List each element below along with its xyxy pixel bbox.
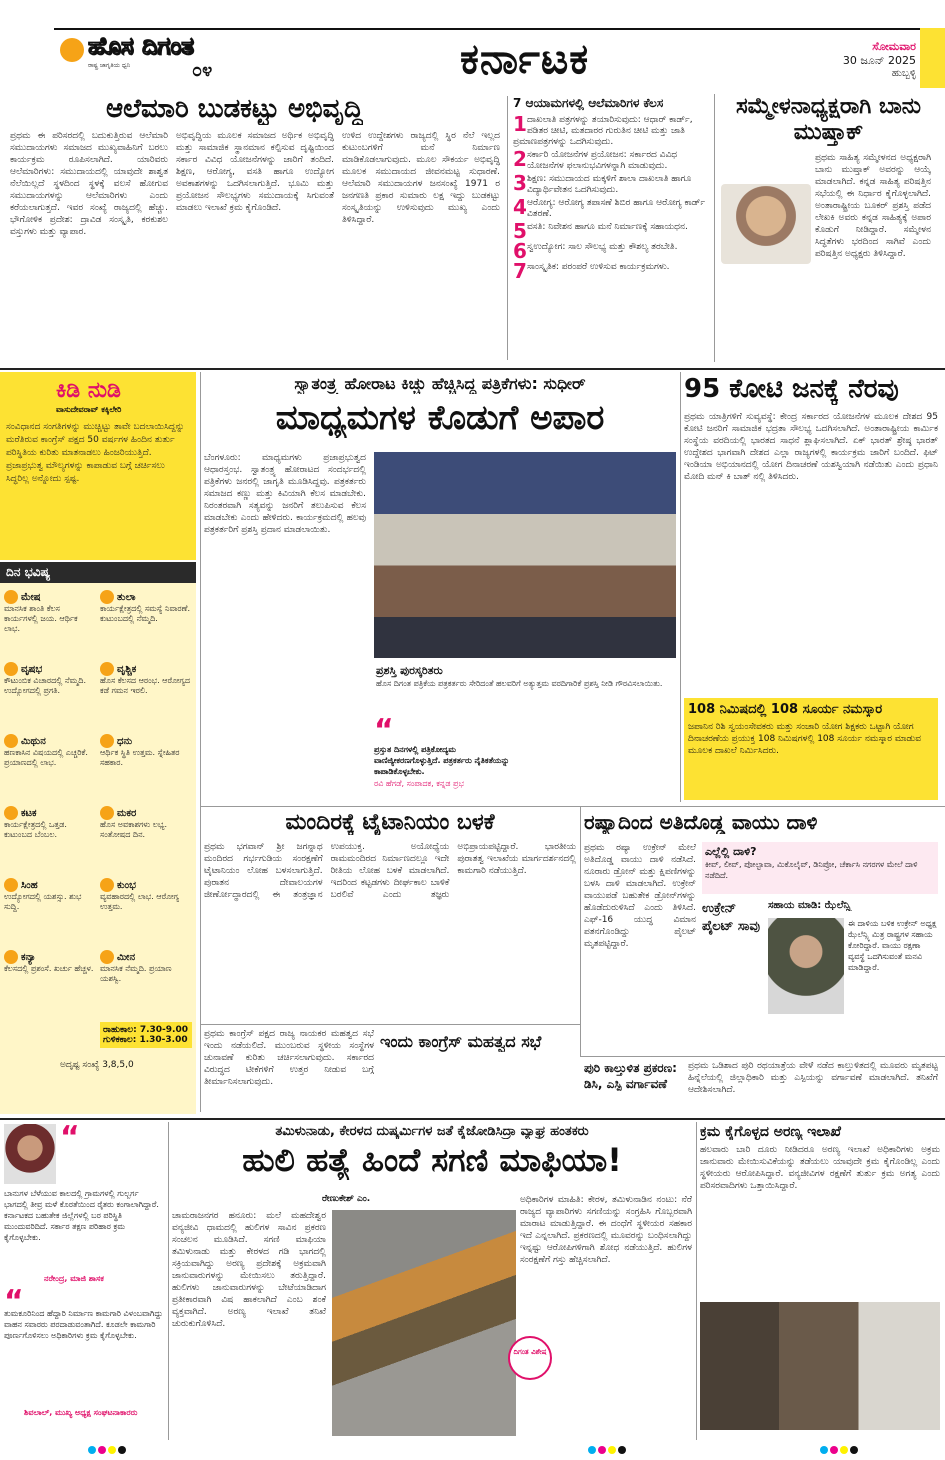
lead-col2: ಅಭಿವೃದ್ಧಿಯ ಮೂಲಕ ಸಮಾಜದ ಅರ್ಥಿಕ ಅಭಿವೃದ್ಧಿ ಮತ್ತು ಸಾಮಾಜಿಕ ಸ್ಥಾನಮಾನ ಕಲ್ಪಿಸುವ ದೃಷ್ಟಿಯಿಂದ ಸರ್ಕಾರ ವಿವಿಧ ಯೋಜನೆಗಳನ್ನು ಜಾರಿಗೆ ತಂದಿದೆ. ಶಿಕ್ಷಣ, ಆರೋಗ್ಯ, ವಸತಿ ಹಾಗೂ ಉದ್ಯೋಗ ಅವಕಾಶಗಳನ್ನು ಒದಗಿಸಲಾಗುತ್ತಿದೆ. ಭೂಮಿ ಮತ್ತು ಪ್ರಯೋಜನ ಸೌಲಭ್ಯಗಳು ಸಮುದಾಯಕ್ಕೆ ಸಿಗುವಂತೆ ಮಾಡಲು ಇಲಾಖೆ ಕ್ರಮ ಕೈಗೊಂಡಿದೆ. — [176, 131, 334, 213]
print-mark — [98, 1446, 106, 1454]
forest-headline: ಕ್ರಮ ಕೈಗೊಳ್ಳದ ಅರಣ್ಯ ಇಲಾಖೆ — [700, 1124, 841, 1140]
section-title: ಕರ್ನಾಟಕ — [460, 34, 590, 83]
list-item: 2 ಸರ್ಕಾರಿ ಯೋಜನೆಗಳ ಪ್ರಯೋಜನ: ಸರ್ಕಾರದ ವಿವಿಧ ಯೋಜನೆಗಳ ಫಲಾನುಭವಿಗಳನ್ನಾಗಿ ಮಾಡುವುದು. — [513, 150, 678, 171]
yatra-story — [684, 374, 938, 696]
russia-body: ಪ್ರಥಮ ರಷ್ಯಾ ಉಕ್ರೇನ್ ಮೇಲೆ ಅತಿದೊಡ್ಡ ವಾಯು ದಾಳಿ ನಡೆಸಿದೆ. ನೂರಾರು ಡ್ರೋನ್ ಮತ್ತು ಕ್ಷಿಪಣಿಗಳನ್ನು ಬಳಸಿ ದಾಳಿ ಮಾಡಲಾಗಿದೆ. ಉಕ್ರೇನ್ ವಾಯುಪಡೆ ಬಹುತೇಕ ಡ್ರೋನ್‌ಗಳನ್ನು ಹೊಡೆದುರುಳಿಸಿದೆ ಎಂದು ತಿಳಿಸಿದೆ. ಎಫ್-16 ಯುದ್ಧ ವಿಮಾನ ಪತನಗೊಂಡಿದ್ದು ಪೈಲಟ್ ಮೃತಪಟ್ಟಿದ್ದಾರೆ. — [584, 843, 696, 949]
horoscope-item: ಕನ್ಯಾ ಕೆಲಸದಲ್ಲಿ ಪ್ರಶಂಸೆ. ಖರ್ಚು ಹೆಚ್ಚಳ. — [4, 952, 94, 973]
pilot-callout: ಉಕ್ರೇನ್ ಪೈಲಟ್ ಸಾವು — [702, 901, 760, 934]
horoscope-item: ಮೀನ ಮಾನಸಿಕ ನೆಮ್ಮದಿ. ಪ್ರಯಾಣ ಯಶಸ್ವಿ. — [100, 952, 172, 983]
divider — [168, 1122, 169, 1440]
congress-headline: ಇಂದು ಕಾಂಗ್ರೆಸ್ ಮಹತ್ವದ ಸಭೆ — [380, 1032, 542, 1051]
opinion-2-body: ತುಮಕೂರಿನಿಂದ ಹೆದ್ದಾರಿ ನಿರ್ಮಾಣ ಕಾಮಗಾರಿ ವಿಳಂಬವಾಗಿದ್ದು ವಾಹನ ಸವಾರರು ಪರದಾಡುವಂತಾಗಿದೆ. ಕೂಡಲೇ ಕಾಮಗಾರಿ ಪೂರ್ಣಗೊಳಿಸಲು ಅಧಿಕಾರಿಗಳು ಕ್ರಮ ಕೈಗೊಳ್ಳಬೇಕು. — [4, 1309, 163, 1340]
surya-title: 108 ನಿಮಿಷದಲ್ಲಿ 108 ಸೂರ್ಯ ನಮಸ್ಕಾರ — [688, 702, 883, 717]
sahitya-headline: ಸಮ್ಮೇಳನಾಧ್ಯಕ್ಷರಾಗಿ ಬಾನು ಮುಷ್ತಾಕ್ — [735, 94, 922, 145]
help-title: ಸಹಾಯ ಮಾಡಿ: ಝೆಲೆನ್ಸ್ಕಿ — [768, 900, 852, 911]
date: 30 ಜೂನ್ 2025 — [842, 54, 916, 67]
puri-body: ಪ್ರಥಮ ಒಡಿಶಾದ ಪುರಿ ರಥಯಾತ್ರೆಯ ವೇಳೆ ನಡೆದ ಕಾಲ್ತುಳಿತದಲ್ಲಿ ಮೂವರು ಮೃತಪಟ್ಟ ಹಿನ್ನೆಲೆಯಲ್ಲಿ ಜಿಲ್ಲಾಧಿಕಾರಿ ಮತ್ತು ಎಸ್ಪಿಯನ್ನು ವರ್ಗಾವಣೆ ಮಾಡಲಾಗಿದೆ. ತನಿಖೆಗೆ ಆದೇಶಿಸಲಾಗಿದೆ. — [688, 1061, 938, 1095]
opinion-box-2 — [4, 1284, 164, 1440]
divider — [200, 806, 945, 807]
gemini-icon — [4, 734, 18, 748]
horoscope-item: ತುಲಾ ಕಾರ್ಯಕ್ಷೇತ್ರದಲ್ಲಿ ಸಮಸ್ಯೆ ನಿವಾರಣೆ. ಕುಟುಂಬದಲ್ಲಿ ನೆಮ್ಮದಿ. — [100, 592, 190, 623]
yatra-headline: 95 ಕೋಟಿ ಜನಕ್ಕೆ ನೆರವು — [684, 374, 899, 404]
day: ಸೋಮವಾರ — [872, 40, 916, 53]
virgo-icon — [4, 950, 18, 964]
divider — [200, 372, 201, 1112]
horoscope-item: ಸಿಂಹ ಉದ್ಯೋಗದಲ್ಲಿ ಯಶಸ್ಸು. ಶುಭ ಸುದ್ದಿ. — [4, 880, 82, 911]
media-kicker: ಸ್ವಾತಂತ್ರ್ಯ ಹೋರಾಟ ಕಿಚ್ಚು ಹೆಚ್ಚಿಸಿದ್ದ ಪತ್ರಿಕೆಗಳು: ಸುಧೀರ್ — [294, 374, 586, 393]
list-item: 3 ಶಿಕ್ಷಣ: ಸಮುದಾಯದ ಮಕ್ಕಳಿಗೆ ಶಾಲಾ ದಾಖಲಾತಿ ಹಾಗೂ ವಿದ್ಯಾರ್ಥಿವೇತನ ಒದಗಿಸುವುದು. — [513, 174, 692, 195]
forest-body: ಹಲವಾರು ಬಾರಿ ದೂರು ನೀಡಿದರೂ ಅರಣ್ಯ ಇಲಾಖೆ ಅಧಿಕಾರಿಗಳು ಅಕ್ರಮ ಜಾನುವಾರು ಮೇಯಿಸುವಿಕೆಯನ್ನು ತಡೆಯಲು ಯಾವುದೇ ಕ್ರಮ ಕೈಗೊಂಡಿಲ್ಲ ಎಂದು ಸ್ಥಳೀಯರು ಆರೋಪಿಸಿದ್ದಾರೆ. ವನ್ಯಜೀವಿಗಳ ರಕ್ಷಣೆಗೆ ತುರ್ತು ಕ್ರಮ ಅಗತ್ಯ ಎಂದು ಪರಿಸರವಾದಿಗಳು ಒತ್ತಾಯಿಸಿದ್ದಾರೆ. — [700, 1145, 940, 1191]
media-story — [204, 374, 676, 800]
cancer-icon — [4, 806, 18, 820]
list-item: 1 ದಾಖಲಾತಿ ಪತ್ರಗಳನ್ನು ತಯಾರಿಸುವುದು: ಆಧಾರ್ ಕಾರ್ಡ್, ಪಡಿತರ ಚೀಟಿ, ಮತದಾರರ ಗುರುತಿನ ಚೀಟಿ ಮತ್ತು ಜಾತಿ ಪ್ರಮಾಣಪತ್ರಗಳನ್ನು ಒದಗಿಸುವುದು. — [513, 115, 693, 147]
lead-headline: ಆಲೆಮಾರಿ ಬುಡಕಟ್ಟು ಅಭಿವೃದ್ಧಿ — [106, 94, 363, 124]
puri-headline: ಪುರಿ ಕಾಲ್ತುಳಿತ ಪ್ರಕರಣ: ಡಿಸಿ, ಎಸ್ಪಿ ವರ್ಗಾವಣೆ — [584, 1061, 677, 1091]
divider — [580, 806, 581, 1056]
corner-flag — [920, 28, 945, 88]
award-photo — [374, 452, 676, 658]
print-mark — [608, 1446, 616, 1454]
divider — [580, 1056, 945, 1057]
divider — [680, 372, 681, 802]
russia-headline: ರಷ್ಯಾದಿಂದ ಅತಿದೊಡ್ಡ ವಾಯು ದಾಳಿ — [584, 810, 818, 834]
print-mark — [598, 1446, 606, 1454]
tiger-story — [172, 1124, 692, 1440]
seven-programs-title: 7 ಆಯಾಮಗಳಲ್ಲಿ ಆಲೆಮಾರಿಗಳ ಕೆಲಸ — [513, 96, 664, 110]
logo-box — [52, 30, 242, 82]
kidi-nudi-box — [0, 372, 196, 560]
opinion-1-author: ನರೇಂದ್ರ, ಮಾಜಿ ಶಾಸಕ — [44, 1274, 104, 1283]
aquarius-icon — [100, 878, 114, 892]
logo-tagline: ರಾಷ್ಟ್ರ ಜಾಗೃತಿಯ ಧ್ವನಿ — [88, 62, 131, 69]
logo: ಹೊಸ ದಿಗಂತ — [88, 32, 194, 60]
tiger-body-2: ಅಧಿಕಾರಿಗಳ ಮಾಹಿತಿ: ಕೇರಳ, ತಮಿಳುನಾಡಿನ ನಂಟು: ನೆರೆ ರಾಜ್ಯದ ವ್ಯಾಪಾರಿಗಳು ಸಗಣಿಯನ್ನು ಸಂಗ್ರಹಿಸಿ ಗೊಬ್ಬರವಾಗಿ ಮಾರಾಟ ಮಾಡುತ್ತಿದ್ದಾರೆ. ಈ ದಂಧೆಗೆ ಸ್ಥಳೀಯರ ಸಹಕಾರ ಇದೆ ಎನ್ನಲಾಗಿದೆ. ಪ್ರಕರಣದಲ್ಲಿ ಮೂವರನ್ನು ಬಂಧಿಸಲಾಗಿದ್ದು ಇನ್ನಷ್ಟು ಆರೋಪಿಗಳಿಗಾಗಿ ಶೋಧ ನಡೆಯುತ್ತಿದೆ. ಹುಲಿಗಳ ಸಂರಕ್ಷಣೆಗೆ ಗಸ್ತು ಹೆಚ್ಚಿಸಲಾಗಿದೆ. — [520, 1195, 692, 1265]
opinion-2-author: ಶಿವಲಾಲ್, ಮುಖ್ಯ ಅಧ್ಯಕ್ಷ ಸಂಘಟನಾಕಾರರು — [24, 1408, 138, 1417]
quote-icon: “ — [60, 1120, 80, 1155]
lead-story — [10, 92, 500, 360]
print-mark — [840, 1446, 848, 1454]
list-item: 4 ಆರೋಗ್ಯ: ಆರೋಗ್ಯ ತಪಾಸಣೆ ಶಿಬಿರ ಹಾಗೂ ಆರೋಗ್ಯ ಕಾರ್ಡ್ ವಿತರಣೆ. — [513, 198, 706, 219]
horoscope-item: ಧನು ಆರ್ಥಿಕ ಸ್ಥಿತಿ ಉತ್ತಮ. ಸ್ನೇಹಿತರ ಸಹಕಾರ. — [100, 736, 180, 767]
award-caption: ಹೊಸ ದಿಗಂತ ಪತ್ರಿಕೆಯ ಪತ್ರಕರ್ತರು ಸೇರಿದಂತೆ ಹಲವರಿಗೆ ಅತ್ಯುತ್ತಮ ವರದಿಗಾರಿಕೆ ಪ್ರಶಸ್ತಿ ನೀಡಿ ಗೌರವಿಸಲಾಯಿತು. — [376, 679, 663, 688]
logo-emblem-icon — [60, 38, 84, 62]
kidi-author: ವಾಸುದೇವರಾವ್ ಕಕ್ಕಿಲೇರಿ — [56, 405, 122, 414]
lead-col1: ಪ್ರಥಮ ಈ ಪರಿಸರದಲ್ಲಿ ಬದುಕುತ್ತಿರುವ ಆಲೆಮಾರಿ ಸಮುದಾಯಗಳು ಸಮಾಜದ ಮುಖ್ಯವಾಹಿನಿಗೆ ಬರಲು ಕಾರ್ಯಕ್ರಮ ರೂಪಿಸಲಾಗಿದೆ. ಯಾರಿವರು ಆಲೆಮಾರಿಗಳು: ಸಮುದಾಯದಲ್ಲಿ ಯಾವುದೇ ಶಾಶ್ವತ ನೆಲೆಯಿಲ್ಲದೆ ಸ್ಥಳದಿಂದ ಸ್ಥಳಕ್ಕೆ ವಲಸೆ ಹೋಗುವ ಸಮುದಾಯಗಳನ್ನು ಆಲೆಮಾರಿಗಳು ಎಂದು ಕರೆಯಲಾಗುತ್ತದೆ. ಇವರ ಸಂಖ್ಯೆ ರಾಜ್ಯದಲ್ಲಿ ಹೆಚ್ಚು. ಭೌಗೋಳಿಕ ಪ್ರದೇಶ: ದ್ರಾವಿಡ ಸಂಸ್ಕೃತಿ, ಕರಕುಶಲ ವಸ್ತುಗಳು ಮತ್ತು ವ್ಯಾಪಾರ. — [10, 131, 168, 237]
attack-locations-body: ಕೀವ್, ಲೀವ್, ಪೋಲ್ಟಾವಾ, ಮಿಕೊಲೈವ್, ಡಿನಿಪ್ರೋ, ಚೆರ್ಕಾಸಿ ನಗರಗಳ ಮೇಲೆ ದಾಳಿ ನಡೆದಿದೆ. — [705, 860, 918, 880]
rahukala-box — [100, 1022, 192, 1048]
print-mark — [618, 1446, 626, 1454]
print-mark — [88, 1446, 96, 1454]
quote-author: ರವಿ ಹೆಗಡೆ, ಸಂಪಾದಕ, ಕನ್ನಡ ಪ್ರಭ — [374, 779, 464, 788]
aries-icon — [4, 590, 18, 604]
print-mark — [820, 1446, 828, 1454]
leo-icon — [4, 878, 18, 892]
media-body: ಬೆಂಗಳೂರು: ಮಾಧ್ಯಮಗಳು ಪ್ರಜಾಪ್ರಭುತ್ವದ ಆಧಾರಸ್ತಂಭ. ಸ್ವಾತಂತ್ರ್ಯ ಹೋರಾಟದ ಸಂದರ್ಭದಲ್ಲಿ ಪತ್ರಿಕೆಗಳು ಜನರಲ್ಲಿ ಜಾಗೃತಿ ಮೂಡಿಸಿದ್ದವು. ಪತ್ರಕರ್ತರು ಸಮಾಜದ ಕಣ್ಣು ಮತ್ತು ಕಿವಿಯಾಗಿ ಕೆಲಸ ಮಾಡಬೇಕು. ನಿರಂತರವಾಗಿ ಸತ್ಯವನ್ನು ಜನರಿಗೆ ತಲುಪಿಸುವ ಕೆಲಸ ಮಾಡಬೇಕು ಎಂದು ಹೇಳಿದರು. ಕಾರ್ಯಕ್ರಮದಲ್ಲಿ ಹಲವು ಪತ್ರಕರ್ತರಿಗೆ ಪ್ರಶಸ್ತಿ ಪ್ರದಾನ ಮಾಡಲಾಯಿತು. — [204, 453, 366, 535]
congress-story — [204, 1028, 576, 1112]
temple-headline: ಮಂದಿರಕ್ಕೆ ಟೈಟಾನಿಯಂ ಬಳಕೆ — [285, 810, 495, 835]
zelensky-photo — [768, 918, 844, 1014]
surya-box — [684, 698, 938, 800]
digant-stamp: ದಿಗಂತ ವಿಶೇಷ — [508, 1336, 552, 1380]
temple-story — [204, 810, 576, 1022]
horoscope-item: ಮಿಥುನ ಹಣಕಾಸಿನ ವಿಷಯದಲ್ಲಿ ಎಚ್ಚರಿಕೆ. ಪ್ರಯಾಣದಲ್ಲಿ ಲಾಭ. — [4, 736, 88, 767]
tiger-photo — [332, 1210, 516, 1436]
gulika: ಗುಳಿಕಕಾಲ: 1.30-3.00 — [103, 1035, 188, 1045]
tiger-headline: ಹುಲಿ ಹತ್ಯೆ ಹಿಂದೆ ಸಗಣಿ ಮಾಫಿಯಾ! — [242, 1141, 622, 1179]
opinion-1-body: ಬಾನುಗಳ ಬೆಳೆಯುವ ಕಾಲದಲ್ಲಿ ಗ್ರಾಮಗಳಲ್ಲಿ ಗುಲ್ಬರ್ಗ ಭಾಗದಲ್ಲಿ ತೀವ್ರ ಮಳೆ ಕೊರತೆಯಿಂದ ರೈತರು ಕಂಗಾಲಾಗಿದ್ದಾರೆ. ಕರ್ನಾಟಕದ ಬಹುತೇಕ ಜಿಲ್ಲೆಗಳಲ್ಲಿ ಬರ ಪರಿಸ್ಥಿತಿ ಮುಂದುವರಿದಿದೆ. ಸರ್ಕಾರ ತಕ್ಷಣ ಪರಿಹಾರ ಕ್ರಮ ಕೈಗೊಳ್ಳಬೇಕು. — [4, 1189, 159, 1242]
horoscope-box — [0, 562, 196, 1114]
attack-locations-box — [702, 842, 938, 894]
lucky-number: ಅದೃಷ್ಟ ಸಂಖ್ಯೆ 3,8,5,0 — [60, 1060, 134, 1070]
seven-programs-list — [513, 115, 707, 353]
list-item: 5 ವಸತಿ: ನಿವೇಶನ ಹಾಗೂ ಮನೆ ನಿರ್ಮಾಣಕ್ಕೆ ಸಹಾಯಧನ. — [513, 222, 688, 240]
libra-icon — [100, 590, 114, 604]
horoscope-item: ಕಟಕ ಕಾರ್ಯಕ್ಷೇತ್ರದಲ್ಲಿ ಒತ್ತಡ. ಕುಟುಂಬದ ಬೆಂಬಲ. — [4, 808, 67, 839]
print-mark — [118, 1446, 126, 1454]
lead-col3: ಉಳಿದ ಉದ್ದೇಶಗಳು ರಾಜ್ಯದಲ್ಲಿ ಸ್ಥಿರ ನೆಲೆ ಇಲ್ಲದ ಕುಟುಂಬಗಳಿಗೆ ಮನೆ ನಿರ್ಮಾಣ ಮಾಡಿಕೊಡಲಾಗುವುದು. ಮೂಲ ಸೌಕರ್ಯ ಅಭಿವೃದ್ಧಿ ಮೂಲಕ ಸಮುದಾಯದ ಜೀವನಮಟ್ಟ ಸುಧಾರಣೆ. ಆಲೆಮಾರಿ ಸಮುದಾಯಗಳ ಜನಸಂಖ್ಯೆ 1971 ರ ಜನಗಣತಿ ಪ್ರಕಾರ ಸುಮಾರು ಲಕ್ಷ ಇದ್ದು ಬುಡಕಟ್ಟು ಸಂಸ್ಕೃತಿಯನ್ನು ಉಳಿಸುವುದು ಮುಖ್ಯ ಎಂದು ತಿಳಿಸಿದ್ದಾರೆ. — [342, 131, 500, 225]
kidi-body: ಸಂವಿಧಾನದ ಸಂಗತಿಗಳನ್ನು ಮುಚ್ಚಿಟ್ಟು ತಾವೇ ಬದಲಾಯಿಸಿದ್ದನ್ನು ಮರೆತಿರುವ ಕಾಂಗ್ರೆಸ್ ಪಕ್ಷದ 50 ವರ್ಷಗಳ ಹಿಂದಿನ ತುರ್ತು ಪರಿಸ್ಥಿತಿಯ ಕುರಿತು ಮಾತನಾಡಲು ಹಿಂಜರಿಯುತ್ತಿದೆ. ಪ್ರಜಾಪ್ರಭುತ್ವ ಮೌಲ್ಯಗಳನ್ನು ಕಾಪಾಡುವ ಬಗ್ಗೆ ಚರ್ಚಿಸಲು ಸಿದ್ಧರಿಲ್ಲ ಅನ್ನೋದು ಸ್ಪಷ್ಟ. — [6, 422, 185, 484]
author-avatar — [4, 1124, 56, 1184]
taurus-icon — [4, 662, 18, 676]
tiger-byline: ರೇಣುಕೇಶ್ ಎಂ. — [322, 1194, 371, 1204]
sahitya-body: ಪ್ರಥಮ ಸಾಹಿತ್ಯ ಸಮ್ಮೇಳನದ ಅಧ್ಯಕ್ಷರಾಗಿ ಬಾನು ಮುಷ್ತಾಕ್ ಅವರನ್ನು ಆಯ್ಕೆ ಮಾಡಲಾಗಿದೆ. ಕನ್ನಡ ಸಾಹಿತ್ಯ ಪರಿಷತ್ತಿನ ಸಭೆಯಲ್ಲಿ ಈ ನಿರ್ಧಾರ ಕೈಗೊಳ್ಳಲಾಗಿದೆ. ಅಂತಾರಾಷ್ಟ್ರೀಯ ಬೂಕರ್ ಪ್ರಶಸ್ತಿ ಪಡೆದ ಲೇಖಕಿ ಅವರು ಕನ್ನಡ ಸಾಹಿತ್ಯಕ್ಕೆ ಅಪಾರ ಕೊಡುಗೆ ನೀಡಿದ್ದಾರೆ. ಸಮ್ಮೇಳನ ಸಿದ್ಧತೆಗಳು ಭರದಿಂದ ಸಾಗಿವೆ ಎಂದು ಪರಿಷತ್ತಿನ ಅಧ್ಯಕ್ಷರು ತಿಳಿಸಿದ್ದಾರೆ. — [815, 153, 931, 259]
temple-body: ಪ್ರಥಮ ಭಗವಾನ್ ಶ್ರೀ ಜಗನ್ನಾಥ ಮಂದಿರದ ಗರ್ಭಗುಡಿಯ ಸಂರಕ್ಷಣೆಗೆ ಟೈಟಾನಿಯಂ ಲೋಹ ಬಳಸಲಾಗುತ್ತಿದೆ. ಪುರಾತನ ದೇವಾಲಯಗಳ ಜೀರ್ಣೋದ್ಧಾರದಲ್ಲಿ ಈ ತಂತ್ರಜ್ಞಾನ ಉಪಯುಕ್ತ. ಅಯೋಧ್ಯೆಯ ರಾಮಮಂದಿರದ ನಿರ್ಮಾಣದಲ್ಲೂ ಇದೇ ರೀತಿಯ ಲೋಹ ಬಳಕೆ ಮಾಡಲಾಗಿದೆ. ಇದರಿಂದ ಕಟ್ಟಡಗಳು ದೀರ್ಘಕಾಲ ಬಾಳಿಕೆ ಬರಲಿವೆ ಎಂದು ತಜ್ಞರು ಅಭಿಪ್ರಾಯಪಟ್ಟಿದ್ದಾರೆ. ಭಾರತೀಯ ಪುರಾತತ್ವ ಇಲಾಖೆಯ ಮಾರ್ಗದರ್ಶನದಲ್ಲಿ ಕಾಮಗಾರಿ ನಡೆಯುತ್ತಿದೆ. — [204, 842, 576, 900]
quote-text: ಪ್ರಸ್ತುತ ದಿನಗಳಲ್ಲಿ ಪತ್ರಿಕೋದ್ಯಮ ವಾಣಿಜ್ಯೀಕರಣಗೊಳ್ಳುತ್ತಿದೆ. ಪತ್ರಕರ್ತರು ನೈತಿಕತೆಯನ್ನು ಕಾಪಾಡಿಕೊಳ್ಳಬೇಕು. — [374, 745, 510, 776]
seven-programs-box — [507, 96, 707, 360]
surya-body: ಜಪಾನಿನ ರಿಶಿ ಸ್ವಯಂಸೇವಕರು ಮತ್ತು ಸಂಚಾರಿ ಯೋಗ ಶಿಕ್ಷಕರು ಒಟ್ಟಾಗಿ ಯೋಗ ದಿನಾಚರಣೆಯ ಪ್ರಯುಕ್ತ 108 ನಿಮಿಷಗಳಲ್ಲಿ 108 ಸೂರ್ಯ ನಮಸ್ಕಾರ ಮಾಡುವ ಮೂಲಕ ದಾಖಲೆ ನಿರ್ಮಿಸಿದರು. — [688, 722, 922, 756]
horoscope-item: ಕುಂಭ ವ್ಯವಹಾರದಲ್ಲಿ ಲಾಭ. ಆರೋಗ್ಯ ಉತ್ತಮ. — [100, 880, 179, 911]
divider — [696, 1122, 697, 1440]
city: ಹುಬ್ಬಳ್ಳಿ — [891, 68, 916, 79]
divider — [200, 1024, 580, 1025]
horoscope-title: ದಿನ ಭವಿಷ್ಯ — [0, 562, 196, 583]
award-caption-title: ಪ್ರಶಸ್ತಿ ಪುರಸ್ಕರಿತರು — [376, 664, 443, 677]
attack-locations-title: ಎಲ್ಲೆಲ್ಲಿ ದಾಳಿ? — [705, 845, 757, 858]
tiger-body-1: ಚಾಮರಾಜನಗರ ಹನೂರು: ಮಲೆ ಮಹದೇಶ್ವರ ವನ್ಯಜೀವಿ ಧಾಮದಲ್ಲಿ ಹುಲಿಗಳ ಸಾವಿನ ಪ್ರಕರಣ ಸಂಚಲನ ಮೂಡಿಸಿದೆ. ಸಗಣಿ ಮಾಫಿಯಾ ತಮಿಳುನಾಡು ಮತ್ತು ಕೇರಳದ ಗಡಿ ಭಾಗದಲ್ಲಿ ಸಕ್ರಿಯವಾಗಿದ್ದು ಅರಣ್ಯ ಪ್ರದೇಶಕ್ಕೆ ಅಕ್ರಮವಾಗಿ ಜಾನುವಾರುಗಳನ್ನು ಮೇಯಿಸಲು ತರುತ್ತಿದ್ದಾರೆ. ಹುಲಿಗಳು ಜಾನುವಾರುಗಳನ್ನು ಬೇಟೆಯಾಡಿದಾಗ ಪ್ರತೀಕಾರವಾಗಿ ವಿಷ ಹಾಕಲಾಗಿದೆ ಎಂಬ ಶಂಕೆ ವ್ಯಕ್ತವಾಗಿದೆ. ಅರಣ್ಯ ಇಲಾಖೆ ತನಿಖೆ ಚುರುಕುಗೊಳಿಸಿದೆ. — [172, 1211, 326, 1329]
divider — [0, 368, 945, 370]
list-item: 7 ಸಾಂಸ್ಕೃತಿಕ: ಪರಂಪರೆ ಉಳಿಸುವ ಕಾರ್ಯಕ್ರಮಗಳು. — [513, 262, 670, 280]
russia-story — [584, 810, 938, 1054]
sahitya-story — [714, 94, 936, 362]
print-mark — [108, 1446, 116, 1454]
kidi-title: ಕಿಡಿ ನುಡಿ — [56, 378, 121, 403]
puri-story — [584, 1060, 938, 1114]
tiger-kicker: ತಮಿಳುನಾಡು, ಕೇರಳದ ದುಷ್ಕರ್ಮಿಗಳ ಜತೆ ಕೈಜೋಡಿಸಿದ್ರಾ ವ್ಯಾಘ್ರ ಹಂತಕರು — [275, 1124, 589, 1139]
pisces-icon — [100, 950, 114, 964]
congress-body: ಪ್ರಥಮ ಕಾಂಗ್ರೆಸ್ ಪಕ್ಷದ ರಾಜ್ಯ ನಾಯಕರ ಮಹತ್ವದ ಸಭೆ ಇಂದು ನಡೆಯಲಿದೆ. ಮುಂಬರುವ ಸ್ಥಳೀಯ ಸಂಸ್ಥೆಗಳ ಚುನಾವಣೆ ಕುರಿತು ಚರ್ಚಿಸಲಾಗುವುದು. ಸರ್ಕಾರದ ವಿರುದ್ಧದ ಟೀಕೆಗಳಿಗೆ ಉತ್ತರ ನೀಡುವ ಬಗ್ಗೆ ತೀರ್ಮಾನಿಸಲಾಗುವುದು. — [204, 1029, 374, 1087]
print-mark — [830, 1446, 838, 1454]
capricorn-icon — [100, 806, 114, 820]
scorpio-icon — [100, 662, 114, 676]
masthead — [0, 0, 945, 92]
arrested-photo — [700, 1302, 940, 1430]
masthead-date-box — [806, 40, 916, 79]
media-headline: ಮಾಧ್ಯಮಗಳ ಕೊಡುಗೆ ಅಪಾರ — [275, 398, 605, 438]
horoscope-item: ವೃಶ್ಚಿಕ ಹೊಸ ಕೆಲಸದ ಆರಂಭ. ಆರೋಗ್ಯದ ಕಡೆ ಗಮನ ಇರಲಿ. — [100, 664, 190, 695]
sagittarius-icon — [100, 734, 114, 748]
help-body: ಈ ದಾಳಿಯ ಬಳಿಕ ಉಕ್ರೇನ್ ಅಧ್ಯಕ್ಷ ಝೆಲೆನ್ಸ್ಕಿ ಮಿತ್ರ ರಾಷ್ಟ್ರಗಳ ಸಹಾಯ ಕೋರಿದ್ದಾರೆ. ವಾಯು ರಕ್ಷಣಾ ವ್ಯವಸ್ಥೆ ಒದಗಿಸುವಂತೆ ಮನವಿ ಮಾಡಿದ್ದಾರೆ. — [848, 919, 937, 972]
quote-icon: “ — [374, 713, 394, 748]
horoscope-item: ವೃಷಭ ಕೌಟುಂಬಿಕ ವಿಚಾರದಲ್ಲಿ ನೆಮ್ಮದಿ. ಉದ್ಯೋಗದಲ್ಲಿ ಪ್ರಗತಿ. — [4, 664, 87, 695]
print-mark — [850, 1446, 858, 1454]
list-item: 6 ಸ್ವಉದ್ಯೋಗ: ಸಾಲ ಸೌಲಭ್ಯ ಮತ್ತು ಕೌಶಲ್ಯ ತರಬೇತಿ. — [513, 242, 678, 260]
quote-box — [374, 713, 524, 798]
divider — [0, 1118, 945, 1120]
quote-icon: “ — [4, 1284, 24, 1319]
horoscope-item: ಮಕರ ಹೊಸ ಅವಕಾಶಗಳು ಲಭ್ಯ. ಸಂತೋಷದ ದಿನ. — [100, 808, 168, 839]
rahukala: ರಾಹುಕಾಲ: 7.30-9.00 — [103, 1025, 188, 1035]
yatra-body: ಪ್ರಥಮ ಯಾತ್ರಿಗಳಿಗೆ ಸುವ್ಯವಸ್ಥೆ: ಕೇಂದ್ರ ಸರ್ಕಾರದ ಯೋಜನೆಗಳ ಮೂಲಕ ದೇಶದ 95 ಕೋಟಿ ಜನರಿಗೆ ಸಾಮಾಜಿಕ ಭದ್ರತಾ ಸೌಲಭ್ಯ ಒದಗಿಸಲಾಗಿದೆ. ಅಂತಾರಾಷ್ಟ್ರೀಯ ಕಾರ್ಮಿಕ ಸಂಸ್ಥೆಯ ವರದಿಯಲ್ಲಿ ಭಾರತದ ಸಾಧನೆ ಶ್ಲಾಘಿಸಲಾಗಿದೆ. ಏಕ್ ಭಾರತ್ ಶ್ರೇಷ್ಠ ಭಾರತ್ ಉದ್ದೇಶದ ಭಾಗವಾಗಿ ದೇಶದ ಎಲ್ಲಾ ರಾಜ್ಯಗಳಲ್ಲಿ ಕಾರ್ಯಕ್ರಮ ಜಾರಿಗೆ ಬಂದಿದೆ. ಫಿಟ್ ಇಂಡಿಯಾ ಅಭಿಯಾನದಲ್ಲಿ ಯೋಗ ದಿನಾಚರಣೆ ಯಶಸ್ವಿಯಾಗಿ ನಡೆಯಿತು ಎಂದು ಪ್ರಧಾನಿ ಮೋದಿ ಮನ್ ಕಿ ಬಾತ್ ನಲ್ಲಿ ತಿಳಿಸಿದರು. — [684, 412, 938, 482]
page-number: ೦೪ — [192, 60, 213, 81]
print-mark — [588, 1446, 596, 1454]
opinion-box-1 — [4, 1120, 164, 1286]
forest-story — [700, 1124, 940, 1300]
horoscope-item: ಮೇಷ ಮಾನಸಿಕ ಶಾಂತಿ ಕೆಲಸ ಕಾರ್ಯಗಳಲ್ಲಿ ಜಯ. ಆರ್ಥಿಕ ಲಾಭ. — [4, 592, 78, 633]
